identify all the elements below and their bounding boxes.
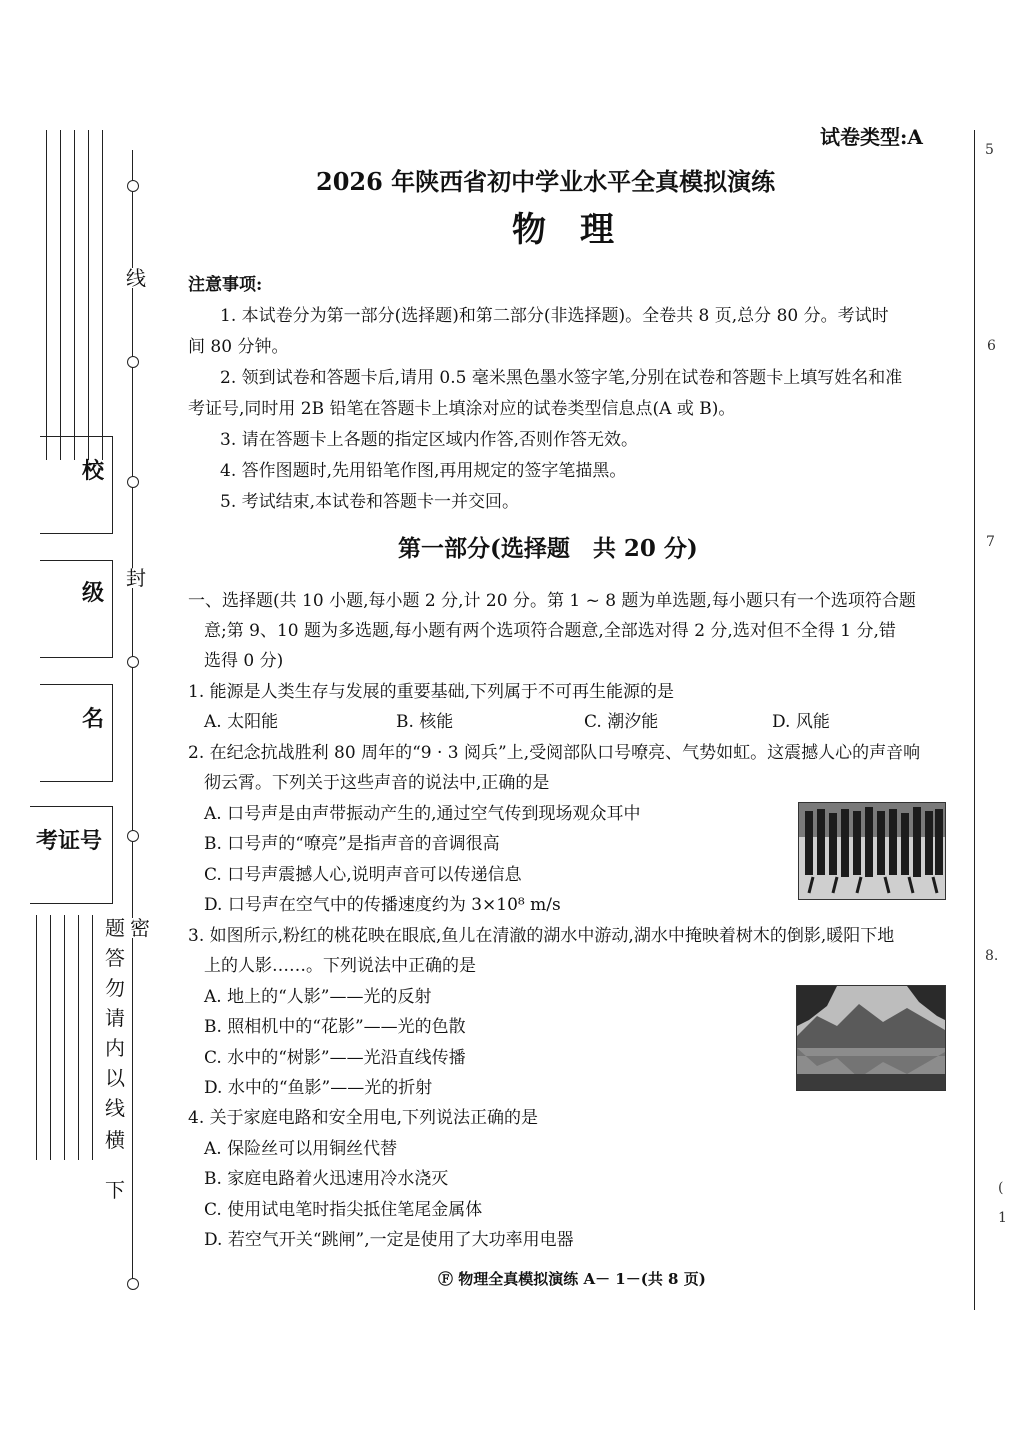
seal-char-secret: 密: [130, 916, 150, 940]
q3-option-b: B. 照相机中的“花影”——光的色散: [204, 1017, 466, 1037]
binding-hole: [127, 180, 139, 192]
q2-option-c: C. 口号声震撼人心,说明声音可以传递信息: [204, 865, 522, 885]
class-field-box: [40, 560, 113, 658]
name-label: 名: [82, 706, 105, 732]
note-item: 3. 请在答题卡上各题的指定区域内作答,否则作答无效。: [220, 430, 639, 450]
q2-option-b: B. 口号声的“嘹亮”是指声音的音调很高: [204, 834, 500, 854]
note-item: 1. 本试卷分为第一部分(选择题)和第二部分(非选择题)。全卷共 8 页,总分 80 分。考试时: [220, 306, 889, 326]
q1-option-a: A. 太阳能: [204, 712, 279, 732]
q2-option-d: D. 口号声在空气中的传播速度约为 3×10⁸ m/s: [204, 895, 561, 915]
binding-hole: [127, 356, 139, 368]
q1-option-c: C. 潮汐能: [584, 712, 659, 732]
q4-option-a: A. 保险丝可以用铜丝代替: [204, 1139, 398, 1159]
seal-char-seal: 封: [126, 566, 146, 590]
part1-instruction: 选得 0 分): [204, 651, 284, 671]
binding-hole: [127, 830, 139, 842]
q1-stem: 1. 能源是人类生存与发展的重要基础,下列属于不可再生能源的是: [188, 682, 675, 702]
q4-option-d: D. 若空气开关“跳闸”,一定是使用了大功率用电器: [204, 1230, 574, 1250]
q1-option-b: B. 核能: [396, 712, 454, 732]
q2-option-a: A. 口号声是由声带振动产生的,通过空气传到现场观众耳中: [204, 804, 641, 824]
lake-photo: [796, 985, 946, 1091]
q3-option-d: D. 水中的“鱼影”——光的折射: [204, 1078, 433, 1098]
note-item: 间 80 分钟。: [188, 337, 289, 357]
parade-photo: [798, 802, 946, 900]
school-field-box: [40, 436, 113, 534]
q3-option-a: A. 地上的“人影”——光的反射: [204, 987, 432, 1007]
note-item: 考证号,同时用 2B 铅笔在答题卡上填涂对应的试卷类型信息点(A 或 B)。: [188, 399, 736, 419]
binding-hole: [127, 656, 139, 668]
part1-instruction: 意;第 9、10 题为多选题,每小题有两个选项符合题意,全部选对得 2 分,选对但不全得 1 分,错: [204, 621, 896, 641]
note-item: 4. 答作图题时,先用铅笔作图,再用规定的签字笔描黑。: [220, 461, 627, 481]
q2-stem: 2. 在纪念抗战胜利 80 周年的“9 · 3 阅兵”上,受阅部队口号嘹亮、气势如虹。这震撼人心的声音响: [188, 743, 921, 763]
note-item: 5. 考试结束,本试卷和答题卡一并交回。: [220, 492, 520, 512]
q4-option-b: B. 家庭电路着火迅速用冷水浇灭: [204, 1169, 449, 1189]
q3-stem: 3. 如图所示,粉红的桃花映在眼底,鱼儿在清澈的湖水中游动,湖水中掩映着树木的倒影,暖阳下地: [188, 926, 895, 946]
q4-option-c: C. 使用试电笔时指尖抵住笔尾金属体: [204, 1200, 483, 1220]
class-label: 级: [82, 580, 105, 606]
part1-instruction: 一、选择题(共 10 小题,每小题 2 分,计 20 分。第 1 ~ 8 题为单选题,每小题只有一个选项符合题: [188, 591, 916, 611]
exam-title: 2026 年陕西省初中学业水平全真模拟演练: [316, 167, 776, 196]
part1-heading: 第一部分(选择题 共 20 分): [398, 535, 698, 562]
seal-char-line: 线: [126, 266, 146, 290]
page-footer: Ⓕ 物理全真模拟演练 A－ 1－(共 8 页): [438, 1270, 706, 1288]
q4-stem: 4. 关于家庭电路和安全用电,下列说法正确的是: [188, 1108, 539, 1128]
q3-stem: 上的人影……。下列说法中正确的是: [204, 956, 476, 976]
q2-stem: 彻云霄。下列关于这些声音的说法中,正确的是: [204, 773, 550, 793]
school-label: 校: [82, 458, 105, 484]
binding-hole: [127, 1278, 139, 1290]
paper-type: 试卷类型:A: [820, 125, 923, 149]
binding-hole: [127, 476, 139, 488]
exam-id-label: 考证号: [36, 828, 103, 854]
notes-heading: 注意事项:: [188, 275, 263, 295]
subject-title: 物 理: [512, 210, 614, 250]
q1-option-d: D. 风能: [772, 712, 830, 732]
right-border-line: [974, 130, 975, 1310]
name-field-box: [40, 684, 113, 782]
q3-option-c: C. 水中的“树影”——光沿直线传播: [204, 1048, 466, 1068]
exam-id-field-box: [30, 806, 113, 904]
note-item: 2. 领到试卷和答题卡后,请用 0.5 毫米黑色墨水签字笔,分别在试卷和答题卡上填写姓名和准: [220, 368, 903, 388]
